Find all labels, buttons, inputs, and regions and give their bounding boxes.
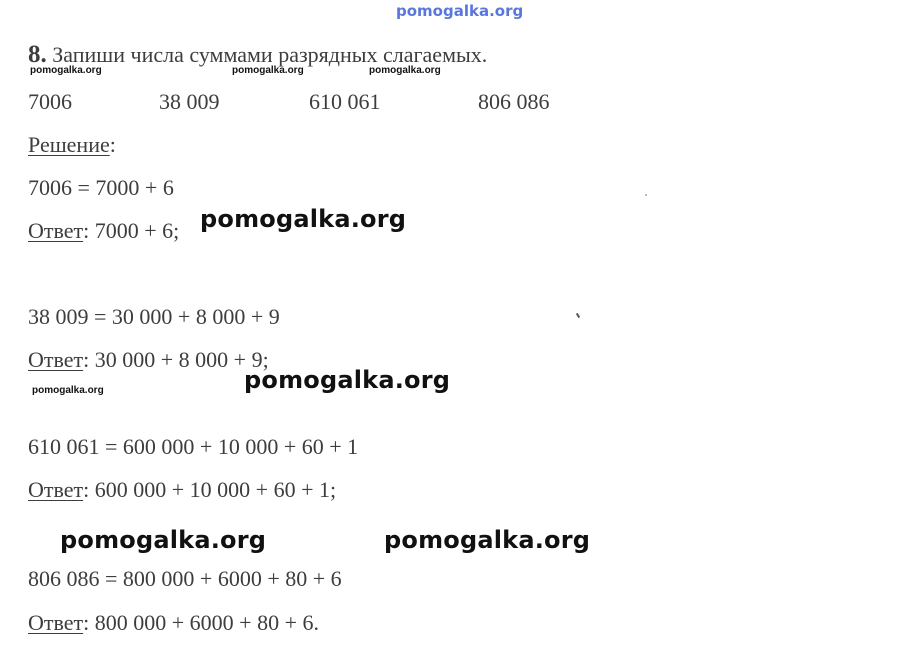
scan-speck <box>576 313 580 318</box>
answer-line <box>28 218 179 244</box>
equation: 610 061 = 600 000 + 10 000 + 60 + 1 <box>28 434 359 459</box>
answer-value: : 7000 + 6; <box>83 218 180 243</box>
answer-label: Ответ <box>28 477 84 502</box>
watermark-big: pomogalka.org <box>200 205 407 233</box>
answer-value: : 30 000 + 8 000 + 9; <box>83 347 269 372</box>
task-number: 8. <box>28 41 47 68</box>
task-number-value: 806 086 <box>478 89 550 114</box>
answer-value: : 800 000 + 6000 + 80 + 6. <box>83 610 319 635</box>
equation: 806 086 = 800 000 + 6000 + 80 + 6 <box>28 566 342 591</box>
equation: 7006 = 7000 + 6 <box>28 175 174 200</box>
task-number-value: 38 009 <box>159 89 220 114</box>
watermark-small: pomogalka.org <box>369 65 441 76</box>
scan-speck <box>645 194 647 196</box>
watermark-big: pomogalka.org <box>384 526 591 554</box>
watermark-big: pomogalka.org <box>60 526 267 554</box>
answer-label: Ответ <box>28 610 84 635</box>
solution-heading <box>28 132 116 158</box>
task-number-value: 7006 <box>28 89 72 114</box>
answer-value: : 600 000 + 10 000 + 60 + 1; <box>83 477 337 502</box>
watermark-small: pomogalka.org <box>232 65 304 76</box>
watermark-big: pomogalka.org <box>244 366 451 394</box>
watermark-small: pomogalka.org <box>30 65 102 76</box>
watermark-small: pomogalka.org <box>32 385 104 396</box>
task-text: Запиши числа суммами разрядных слагаемых. <box>52 42 488 67</box>
task-number-value: 610 061 <box>309 89 381 114</box>
equation: 38 009 = 30 000 + 8 000 + 9 <box>28 304 280 329</box>
answer-label: Ответ <box>28 347 84 372</box>
watermark-top: pomogalka.org <box>396 2 524 20</box>
answer-line <box>28 347 269 373</box>
solution-colon: : <box>109 132 116 157</box>
solution-label: Решение <box>28 132 110 157</box>
answer-line <box>28 477 336 503</box>
answer-label: Ответ <box>28 218 84 243</box>
answer-line <box>28 610 319 636</box>
